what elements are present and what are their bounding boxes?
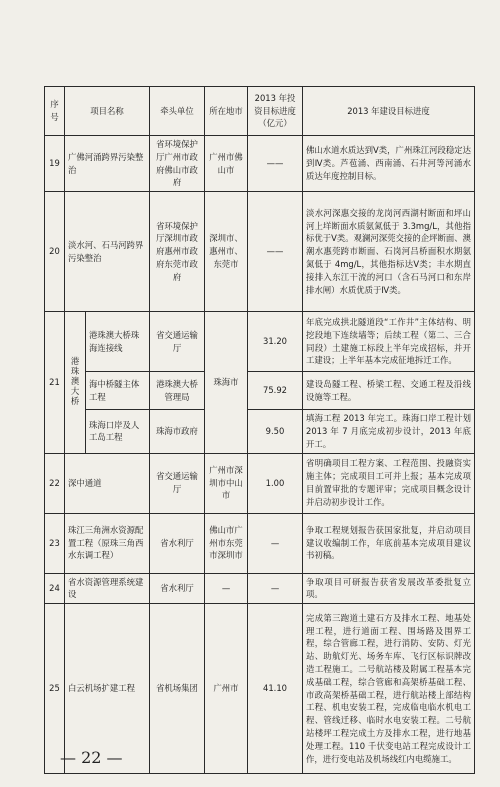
row-name: 海中桥隧主体工程 (86, 372, 150, 410)
row-city: — (205, 573, 248, 604)
row-lead: 省环境保护厅深圳市政府惠州市政府东莞市政府 (150, 192, 205, 312)
row-progress: 争取项目可研报告获省发展改革委批复立项。 (303, 573, 475, 604)
row-name: 港珠澳大桥珠海连接线 (86, 312, 150, 372)
header-invest: 2013 年投资目标进度（亿元） (248, 87, 303, 136)
row-name: 广佛河涌跨界污染整治 (65, 136, 150, 192)
row-no: 25 (45, 604, 65, 774)
row-progress: 填海工程 2013 年完工。珠海口岸工程计划 2013 年 7 月底完成初步设计，2013 年底开工。 (303, 410, 475, 453)
row-name: 珠江三角洲水资源配置工程（原珠三角西水东调工程） (65, 513, 150, 573)
row-name: 深中通道 (65, 453, 150, 513)
row-city: 佛山市广州市东莞市深圳市 (205, 513, 248, 573)
row-city: 珠海市 (205, 312, 248, 453)
row-lead: 省水利厅 (150, 513, 205, 573)
row-city: 广州市佛山市 (205, 136, 248, 192)
row-invest: 41.10 (248, 604, 303, 774)
row-lead: 省机场集团 (150, 604, 205, 774)
header-progress: 2013 年建设目标进度 (303, 87, 475, 136)
project-table (44, 86, 475, 774)
row-name: 省水资源管理系统建设 (65, 573, 150, 604)
table-row (45, 573, 475, 604)
group-label: 港珠澳大桥 (70, 356, 80, 407)
row-invest: —— (248, 192, 303, 312)
table-header-row (45, 87, 475, 136)
page-number: — 22 — (60, 748, 123, 767)
row-no: 22 (45, 453, 65, 513)
header-city: 所在地市 (205, 87, 248, 136)
table-row (45, 372, 475, 410)
header-name: 项目名称 (65, 87, 150, 136)
row-invest: 9.50 (248, 410, 303, 453)
row-invest: 75.92 (248, 372, 303, 410)
row-city: 深圳市、惠州市、东莞市 (205, 192, 248, 312)
table-row (45, 513, 475, 573)
row-progress: 完成第三跑道土建石方及排水工程、地基处理工程，进行道面工程、围场路及围界工程，综合管廊工程，进行消防、安防、灯光站、助航灯光、场务车库、飞行区标识牌改造工程施工。二号航站楼及附属工程基本完成基础工程，综合管廊和高架桥基础工程、市政高架桥基础工程，进行航站楼上部结构工程、机电安装工程，完成临电临水机电工程、管线迁移、临时水电安装工程。二号航站楼坪工程完成土方及排水工程，进行地基处理工程。110 千伏变电站工程完成设计工作，进行变电站及机场线红内电缆施工。 (303, 604, 475, 774)
table-row (45, 410, 475, 453)
row-city: 广州市 (205, 604, 248, 774)
row-no: 23 (45, 513, 65, 573)
row-lead: 省水利厅 (150, 573, 205, 604)
row-progress: 年底完成拱北隧道段“工作井”主体结构、明挖段地下连续墙等；后续工程（第二、三合同段）土建施工标段上半年完成招标，并开工建设；上半年基本完成征地拆迁工作。 (303, 312, 475, 372)
row-invest: 31.20 (248, 312, 303, 372)
row-invest: — (248, 513, 303, 573)
row-invest: —— (248, 136, 303, 192)
row-invest: — (248, 573, 303, 604)
row-lead: 省交通运输厅 (150, 312, 205, 372)
row-group (65, 312, 86, 453)
row-no: 24 (45, 573, 65, 604)
row-lead: 省环境保护厅广州市政府佛山市政府 (150, 136, 205, 192)
row-progress: 省明确项目工程方案、工程范围、投融资实施主体；完成项目工可并上报；基本完成项目前置审批的专题评审；完成项目概念设计并启动初步设计工作。 (303, 453, 475, 513)
row-progress: 建设岛隧工程、桥梁工程、交通工程及沿线设施等工程。 (303, 372, 475, 410)
row-lead: 珠海市政府 (150, 410, 205, 453)
header-lead: 牵头单位 (150, 87, 205, 136)
row-no: 20 (45, 192, 65, 312)
row-name: 淡水河、石马河跨界污染整治 (65, 192, 150, 312)
row-name: 珠海口岸及人工岛工程 (86, 410, 150, 453)
row-city: 广州市深圳市中山市 (205, 453, 248, 513)
row-no: 21 (45, 312, 65, 453)
row-progress: 淡水河深惠交接的龙岗河西湖村断面和坪山河上垟断面水质氨氮低于 3.3mg/L，其他指标优于Ⅴ类。观澜河深莞交接的企坪断面、澳潮水惠莞跨市断面、石岗河吕桥面积水期氨氮低于 4mg/L，其他指标达Ⅴ类；丰水期直接排入东江干流的河口（含石马河口和东岸排水闸）水质优质于Ⅳ类。 (303, 192, 475, 312)
header-no: 序号 (45, 87, 65, 136)
row-progress: 佛山水道水质达到Ⅴ类，广州珠江河段稳定达到Ⅳ类。芦苞涌、西南涌、石井河等河涌水质达年度控制目标。 (303, 136, 475, 192)
row-invest: 1.00 (248, 453, 303, 513)
table-row (45, 312, 475, 372)
table-row (45, 136, 475, 192)
table-row (45, 453, 475, 513)
row-no: 19 (45, 136, 65, 192)
row-lead: 省交通运输厅 (150, 453, 205, 513)
row-lead: 港珠澳大桥管理局 (150, 372, 205, 410)
table-row (45, 192, 475, 312)
row-progress: 争取工程规划报告获国家批复，并启动项目建议收编制工作，年底前基本完成项目建议书初稿。 (303, 513, 475, 573)
row-name: 白云机场扩建工程 (65, 604, 150, 774)
